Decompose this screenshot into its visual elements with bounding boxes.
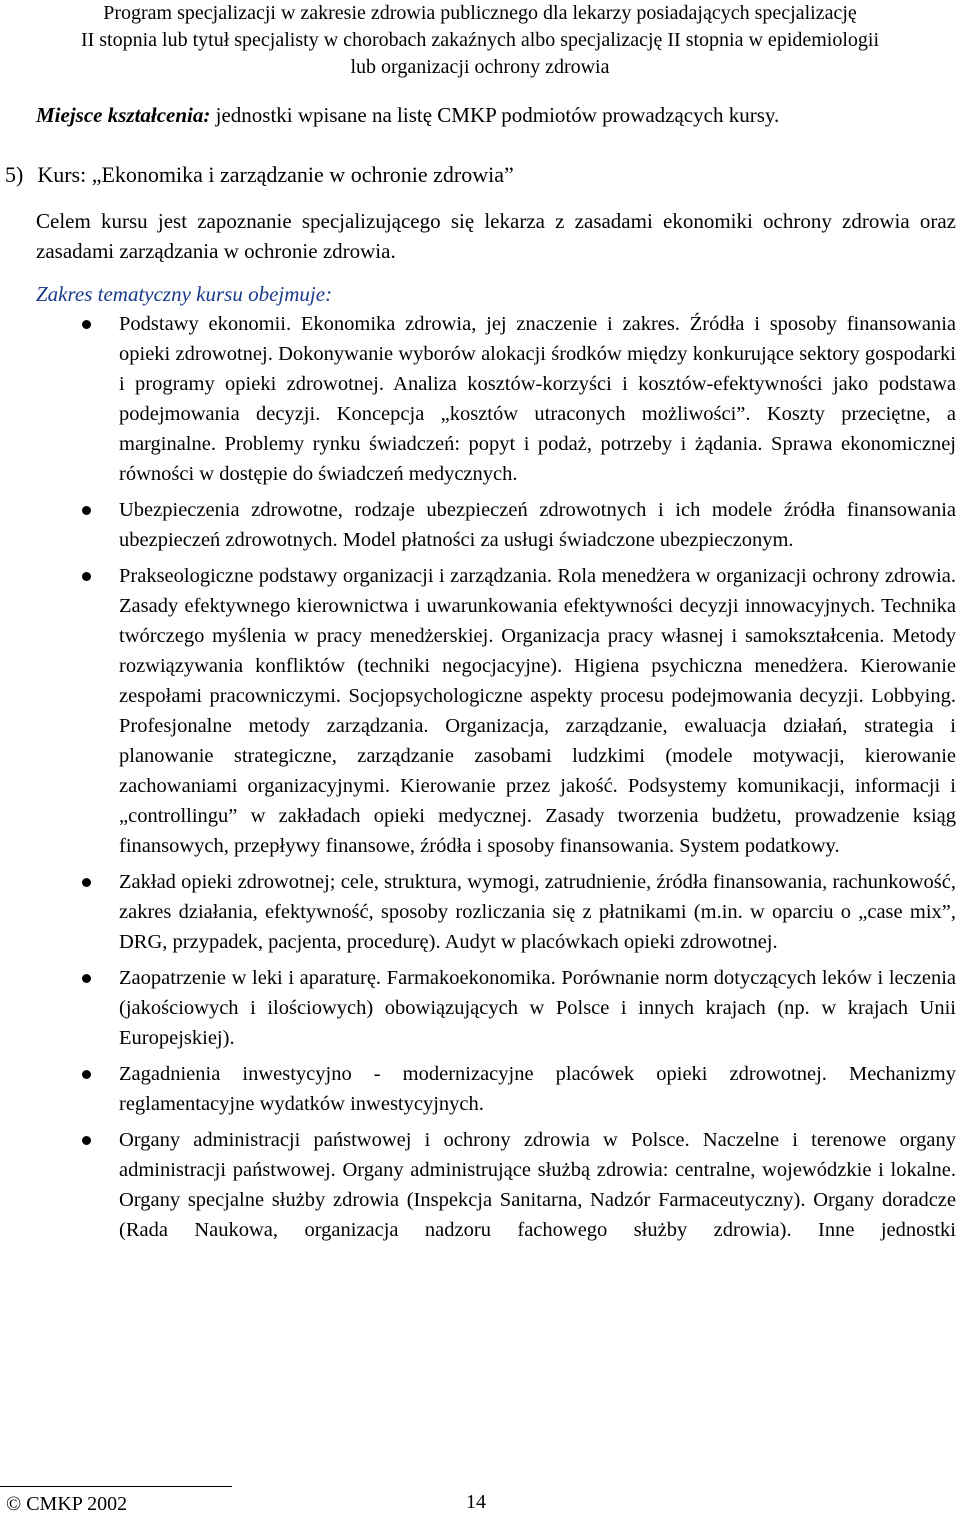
bullet-icon <box>82 974 91 983</box>
list-item <box>0 309 960 489</box>
bullet-icon <box>82 572 91 581</box>
header-line-2: II stopnia lub tytuł specjalisty w chorobach zakaźnych albo specjalizację II stopnia w epidemiologii <box>80 29 880 51</box>
training-place-label: Miejsce kształcenia: <box>36 103 211 127</box>
page-number: 14 <box>466 1491 486 1513</box>
page-header <box>0 0 960 81</box>
header-line-1: Program specjalizacji w zakresie zdrowia publicznego dla lekarzy posiadających specjalizację <box>103 2 857 24</box>
footer-divider <box>0 1486 232 1487</box>
bullet-icon <box>82 1136 91 1145</box>
list-item-text: Ubezpieczenia zdrowotne, rodzaje ubezpieczeń zdrowotnych i ich modele źródła finansowania ubezpieczeń zdrowotnych. Model płatności za usługi świadczone ubezpieczonym. <box>119 499 956 551</box>
list-item-text: Zaopatrzenie w leki i aparaturę. Farmakoekonomika. Porównanie norm dotyczących leków i leczenia (jakościowych i ilościowych) obowiązujących w Polsce i innych krajach (np. w krajach Unii Europejskiej). <box>119 967 956 1049</box>
header-line-3: lub organizacji ochrony zdrowia <box>350 56 610 78</box>
bullet-icon <box>82 878 91 887</box>
training-place-text: jednostki wpisane na listę CMKP podmiotów prowadzących kursy. <box>210 103 780 127</box>
course-title: Kurs: „Ekonomika i zarządzanie w ochronie zdrowia” <box>37 162 514 187</box>
list-item <box>0 1059 960 1119</box>
course-heading <box>5 160 514 190</box>
training-place <box>36 100 956 130</box>
copyright-notice: © CMKP 2002 <box>6 1493 128 1515</box>
list-item-text: Zakład opieki zdrowotnej; cele, struktura, wymogi, zatrudnienie, źródła finansowania, rachunkowość, zakres działania, efektywność, sposoby rozliczania się z płatnikami (m.in. w oparciu o „case mix”, DRG, przypadek, pacjenta, procedurę). Audyt w placówkach opieki zdrowotnej. <box>119 871 956 953</box>
scope-list <box>0 309 960 1251</box>
list-item <box>0 1125 960 1245</box>
list-item-text: Prakseologiczne podstawy organizacji i zarządzania. Rola menedżera w organizacji ochrony zdrowia. Zasady efektywnego kierownictwa i uwarunkowania efektywności decyzji innowacyjnych. Technika twórczego myślenia w pracy menedżerskiej. Organizacja pracy własnej i samokształcenia. Metody rozwiązywania konfliktów (techniki negocjacyjne). Higiena psychiczna menedżera. Kierowanie zespołami pracowniczymi. Socjopsychologiczne aspekty procesu podejmowania decyzji. Lobbying. Profesjonalne metody zarządzania. Organizacja, zarządzanie, ewaluacja działań, strategia i planowanie strategiczne, zarządzanie zasobami ludzkimi (modele motywacji, kierowanie zachowaniami organizacyjnymi. Kierowanie przez jakość. Podsystemy komunikacji, informacji i „controllingu” w zakładach opieki medycznej. Zasady tworzenia budżetu, prowadzenie ksiąg finansowych, przepływy finansowe, źródła i sposoby finansowania. System podatkowy. <box>119 565 956 857</box>
bullet-icon <box>82 506 91 515</box>
list-item <box>0 561 960 861</box>
bullet-icon <box>82 1070 91 1079</box>
list-item-text: Zagadnienia inwestycyjno - modernizacyjne placówek opieki zdrowotnej. Mechanizmy reglamentacyjne wydatków inwestycyjnych. <box>119 1063 956 1115</box>
scope-heading: Zakres tematyczny kursu obejmuje: <box>36 282 333 306</box>
bullet-icon <box>82 320 91 329</box>
list-item <box>0 963 960 1053</box>
list-item-text: Podstawy ekonomii. Ekonomika zdrowia, jej znaczenie i zakres. Źródła i sposoby finansowania opieki zdrowotnej. Dokonywanie wyborów alokacji środków między konkurujące sektory gospodarki i programy opieki zdrowotnej. Analiza kosztów-korzyści i kosztów-efektywności jako podstawa podejmowania decyzji. Koncepcja „kosztów utraconych możliwości”. Koszty przeciętne, a marginalne. Problemy rynku świadczeń: popyt i podaż, potrzeby i żądania. Sprawa ekonomicznej równości w dostępie do świadczeń medycznych. <box>119 313 956 485</box>
course-number: 5) <box>5 162 24 187</box>
course-intro: Celem kursu jest zapoznanie specjalizującego się lekarza z zasadami ekonomiki ochrony zdrowia oraz zasadami zarządzania w ochronie zdrowia. <box>36 209 956 263</box>
list-item <box>0 867 960 957</box>
list-item <box>0 495 960 555</box>
list-item-text: Organy administracji państwowej i ochrony zdrowia w Polsce. Naczelne i terenowe organy administracji państwowej. Organy administrujące służbą zdrowia: centralne, wojewódzkie i lokalne. Organy specjalne służby zdrowia (Inspekcja Sanitarna, Nadzór Farmaceutyczny). Organy doradcze (Rada Naukowa, organizacja nadzoru fachowego służby zdrowia). Inne jednostki <box>119 1129 956 1241</box>
